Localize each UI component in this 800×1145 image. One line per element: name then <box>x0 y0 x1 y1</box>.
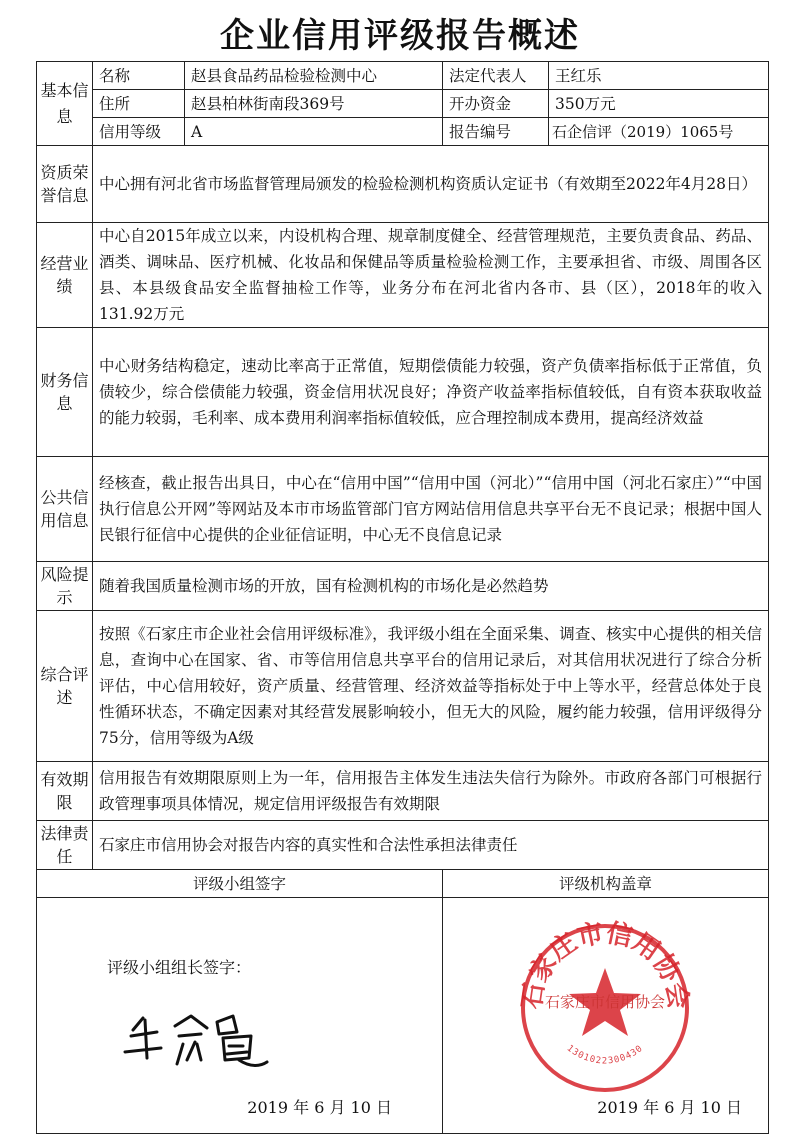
section-text: 信用报告有效期限原则上为一年，信用报告主体发生违法失信行为除外。市政府各部门可根据行政管理事项具体情况，规定信用评级报告有效期限 <box>93 762 769 821</box>
section-row-finance <box>37 328 769 457</box>
basic-section-label: 基本信息 <box>37 62 93 146</box>
name-value: 赵县食品药品检验检测中心 <box>185 62 443 90</box>
report-table <box>36 61 769 1134</box>
section-label: 资质荣誉信息 <box>37 146 93 223</box>
section-row-legal <box>37 821 769 870</box>
section-label: 法律责任 <box>37 821 93 870</box>
left-signature-date: 2019 年 6 月 10 日 <box>247 1098 392 1117</box>
section-text: 按照《石家庄市企业社会信用评级标准》，我评级小组在全面采集、调查、核实中心提供的相关信息，查询中心在国家、省、市等信用信息共享平台的信用记录后，对其信用状况进行了综合分析评估，中心信用较好，资产质量、经营管理、经济效益等指标处于中上等水平，经营总体处于良性循环状态，不确定因素对其经营发展影响较小，但无大的风险，履约能力较强，信用评级得分75分，信用等级为A级 <box>93 611 769 762</box>
section-row-qualification <box>37 146 769 223</box>
section-row-summary <box>37 611 769 762</box>
capital-label: 开办资金 <box>443 90 549 118</box>
organization-seal <box>515 918 695 1098</box>
basic-row-2 <box>37 90 769 118</box>
section-row-performance <box>37 223 769 328</box>
section-text: 中心自2015年成立以来，内设机构合理、规章制度健全、经营管理规范，主要负责食品、药品、酒类、调味品、医疗机械、化妆品和保健品等质量检验检测工作，主要承担省、市级、周围各区县、本县级食品安全监督抽检工作等，业务分布在河北省内各市、县（区），2018年的收入131.92万元 <box>93 223 769 328</box>
right-signature-date: 2019 年 6 月 10 日 <box>597 1098 742 1117</box>
leader-signature-label: 评级小组组长签字： <box>107 958 252 977</box>
section-text: 经核查，截止报告出具日，中心在“信用中国”“信用中国（河北）”“信用中国（河北石家庄）”“中国执行信息公开网”等网站及本市市场监管部门官方网站信用信息共享平台无不良记录；根据中国人民银行征信中心提供的企业征信证明，中心无不良信息记录 <box>93 457 769 562</box>
section-row-public-credit <box>37 457 769 562</box>
section-label: 有效期限 <box>37 762 93 821</box>
basic-row-1 <box>37 62 769 90</box>
handwritten-signature <box>121 1008 271 1078</box>
rep-value: 王红乐 <box>549 62 769 90</box>
addr-value: 赵县柏林街南段369号 <box>185 90 443 118</box>
signature-row <box>37 898 769 1134</box>
section-label: 经营业绩 <box>37 223 93 328</box>
section-row-risk <box>37 562 769 611</box>
section-row-validity <box>37 762 769 821</box>
section-label: 财务信息 <box>37 328 93 457</box>
signature-right-box <box>443 898 769 1134</box>
addr-label: 住所 <box>93 90 185 118</box>
signature-header-row <box>37 870 769 898</box>
section-label: 风险提示 <box>37 562 93 611</box>
section-text: 石家庄市信用协会对报告内容的真实性和合法性承担法律责任 <box>93 821 769 870</box>
signature-right-header: 评级机构盖章 <box>443 870 769 898</box>
report-no-value: 石企信评（2019）1065号 <box>549 118 769 146</box>
seal-code: 1301022300430 <box>564 1043 646 1067</box>
section-label: 公共信用信息 <box>37 457 93 562</box>
section-label: 综合评述 <box>37 611 93 762</box>
seal-center-text: 石家庄市信用协会 <box>544 993 665 1011</box>
svg-text:1301022300430 <box>565 1043 646 1066</box>
rating-value: A <box>185 118 443 146</box>
page-title: 企业信用评级报告概述 <box>220 16 580 56</box>
report-no-label: 报告编号 <box>443 118 549 146</box>
section-text: 中心财务结构稳定，速动比率高于正常值，短期偿债能力较强，资产负债率指标低于正常值，负债较少，综合偿债能力较强，资金信用状况良好；净资产收益率指标值较低，自有资本获取收益的能力较弱，毛利率、成本费用利润率指标值较低，应合理控制成本费用，提高经济效益 <box>93 328 769 457</box>
name-label: 名称 <box>93 62 185 90</box>
seal-ring-text: 石家庄市信用协会 <box>517 918 693 1011</box>
rating-label: 信用等级 <box>93 118 185 146</box>
rep-label: 法定代表人 <box>443 62 549 90</box>
basic-row-3 <box>37 118 769 146</box>
section-text: 随着我国质量检测市场的开放，国有检测机构的市场化是必然趋势 <box>93 562 769 611</box>
capital-value: 350万元 <box>549 90 769 118</box>
section-text: 中心拥有河北省市场监督管理局颁发的检验检测机构资质认定证书（有效期至2022年4月28日） <box>93 146 769 223</box>
signature-left-box <box>37 898 443 1134</box>
signature-left-header: 评级小组签字 <box>37 870 443 898</box>
